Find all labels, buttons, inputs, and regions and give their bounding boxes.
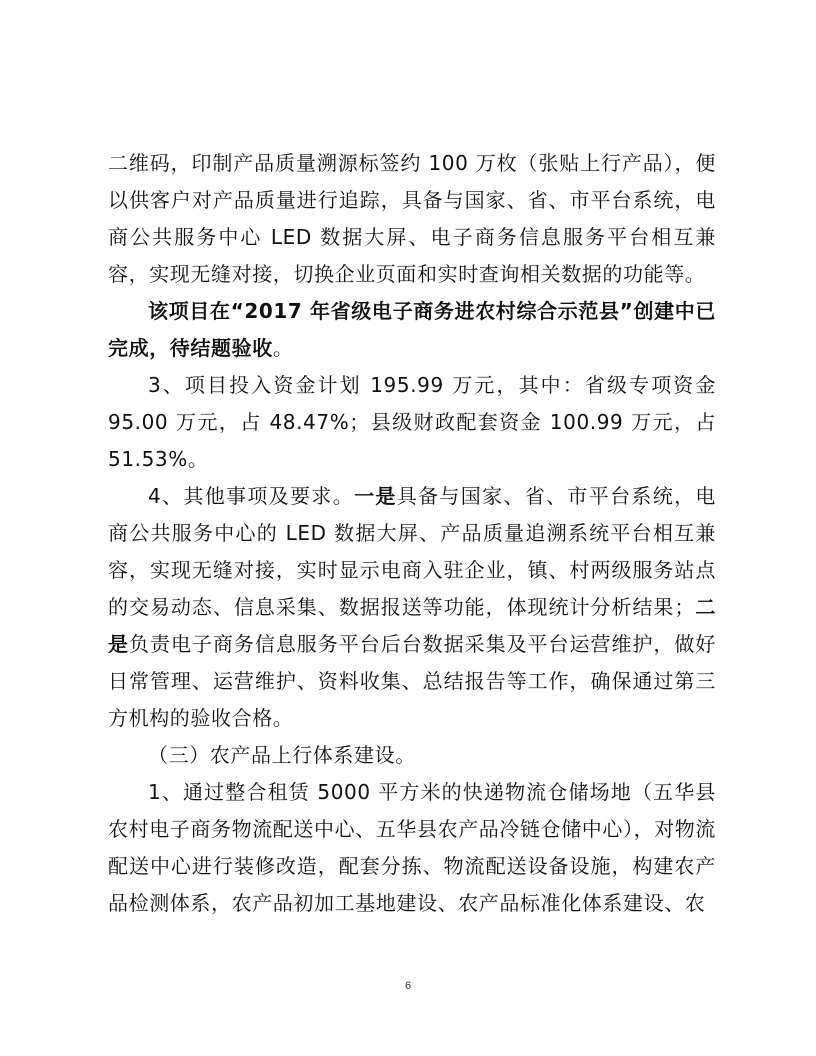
section-heading-agri-upstream [108,737,716,774]
paragraph-funding-plan [108,367,716,478]
paragraph-text-second: 负责电子商务信息服务平台后台数据采集及平台运营维护，做好日常管理、运营维护、资料收集、总结报告等工作，确保通过第三方机构的验收合格。 [108,632,716,730]
paragraph-text: 二维码，印制产品质量溯源标签约 100 万枚（张贴上行产品），便以供客户对产品质量进行追踪，具备与国家、省、市平台系统，电商公共服务中心 LED 数据大屏、电子商务信息服务平台相互兼容，实现无缝对接，切换企业页面和实时查询相关数据的功能等。 [108,151,716,286]
paragraph-qr-traceability [108,145,716,293]
paragraph-logistics-center [108,774,716,922]
page-number: 6 [404,980,412,992]
document-body [108,145,716,922]
paragraph-project-status [108,293,716,367]
paragraph-lead: 4、其他事项及要求。 [148,484,355,508]
paragraph-end-punct: 。 [272,336,294,360]
paragraph-text-bold: 该项目在“2017 年省级电子商务进农村综合示范县”创建中已完成，待结题验收 [108,299,716,360]
bold-label-second: 二是 [108,595,716,656]
bold-label-first: 一是 [354,484,397,508]
section-heading-text: （三）农产品上行体系建设。 [148,743,416,767]
paragraph-other-requirements [108,478,716,737]
paragraph-text: 1、通过整合租赁 5000 平方米的快递物流仓储场地（五华县农村电子商务物流配送中心、五华县农产品冷链仓储中心），对物流配送中心进行装修改造，配套分拣、物流配送设备设施，构建农产品检测体系，农产品初加工基地建设、农产品标准化体系建设、农 [108,780,716,915]
paragraph-text: 3、项目投入资金计划 195.99 万元，其中：省级专项资金 95.00 万元，占 48.47%；县级财政配套资金 100.99 万元，占 51.53%。 [108,373,716,471]
paragraph-text-first: 具备与国家、省、市平台系统，电商公共服务中心的 LED 数据大屏、产品质量追溯系统平台相互兼容，实现无缝对接，实时显示电商入驻企业，镇、村两级服务站点的交易动态、信息采集、数据报送等功能，体现统计分析结果； [108,484,716,619]
